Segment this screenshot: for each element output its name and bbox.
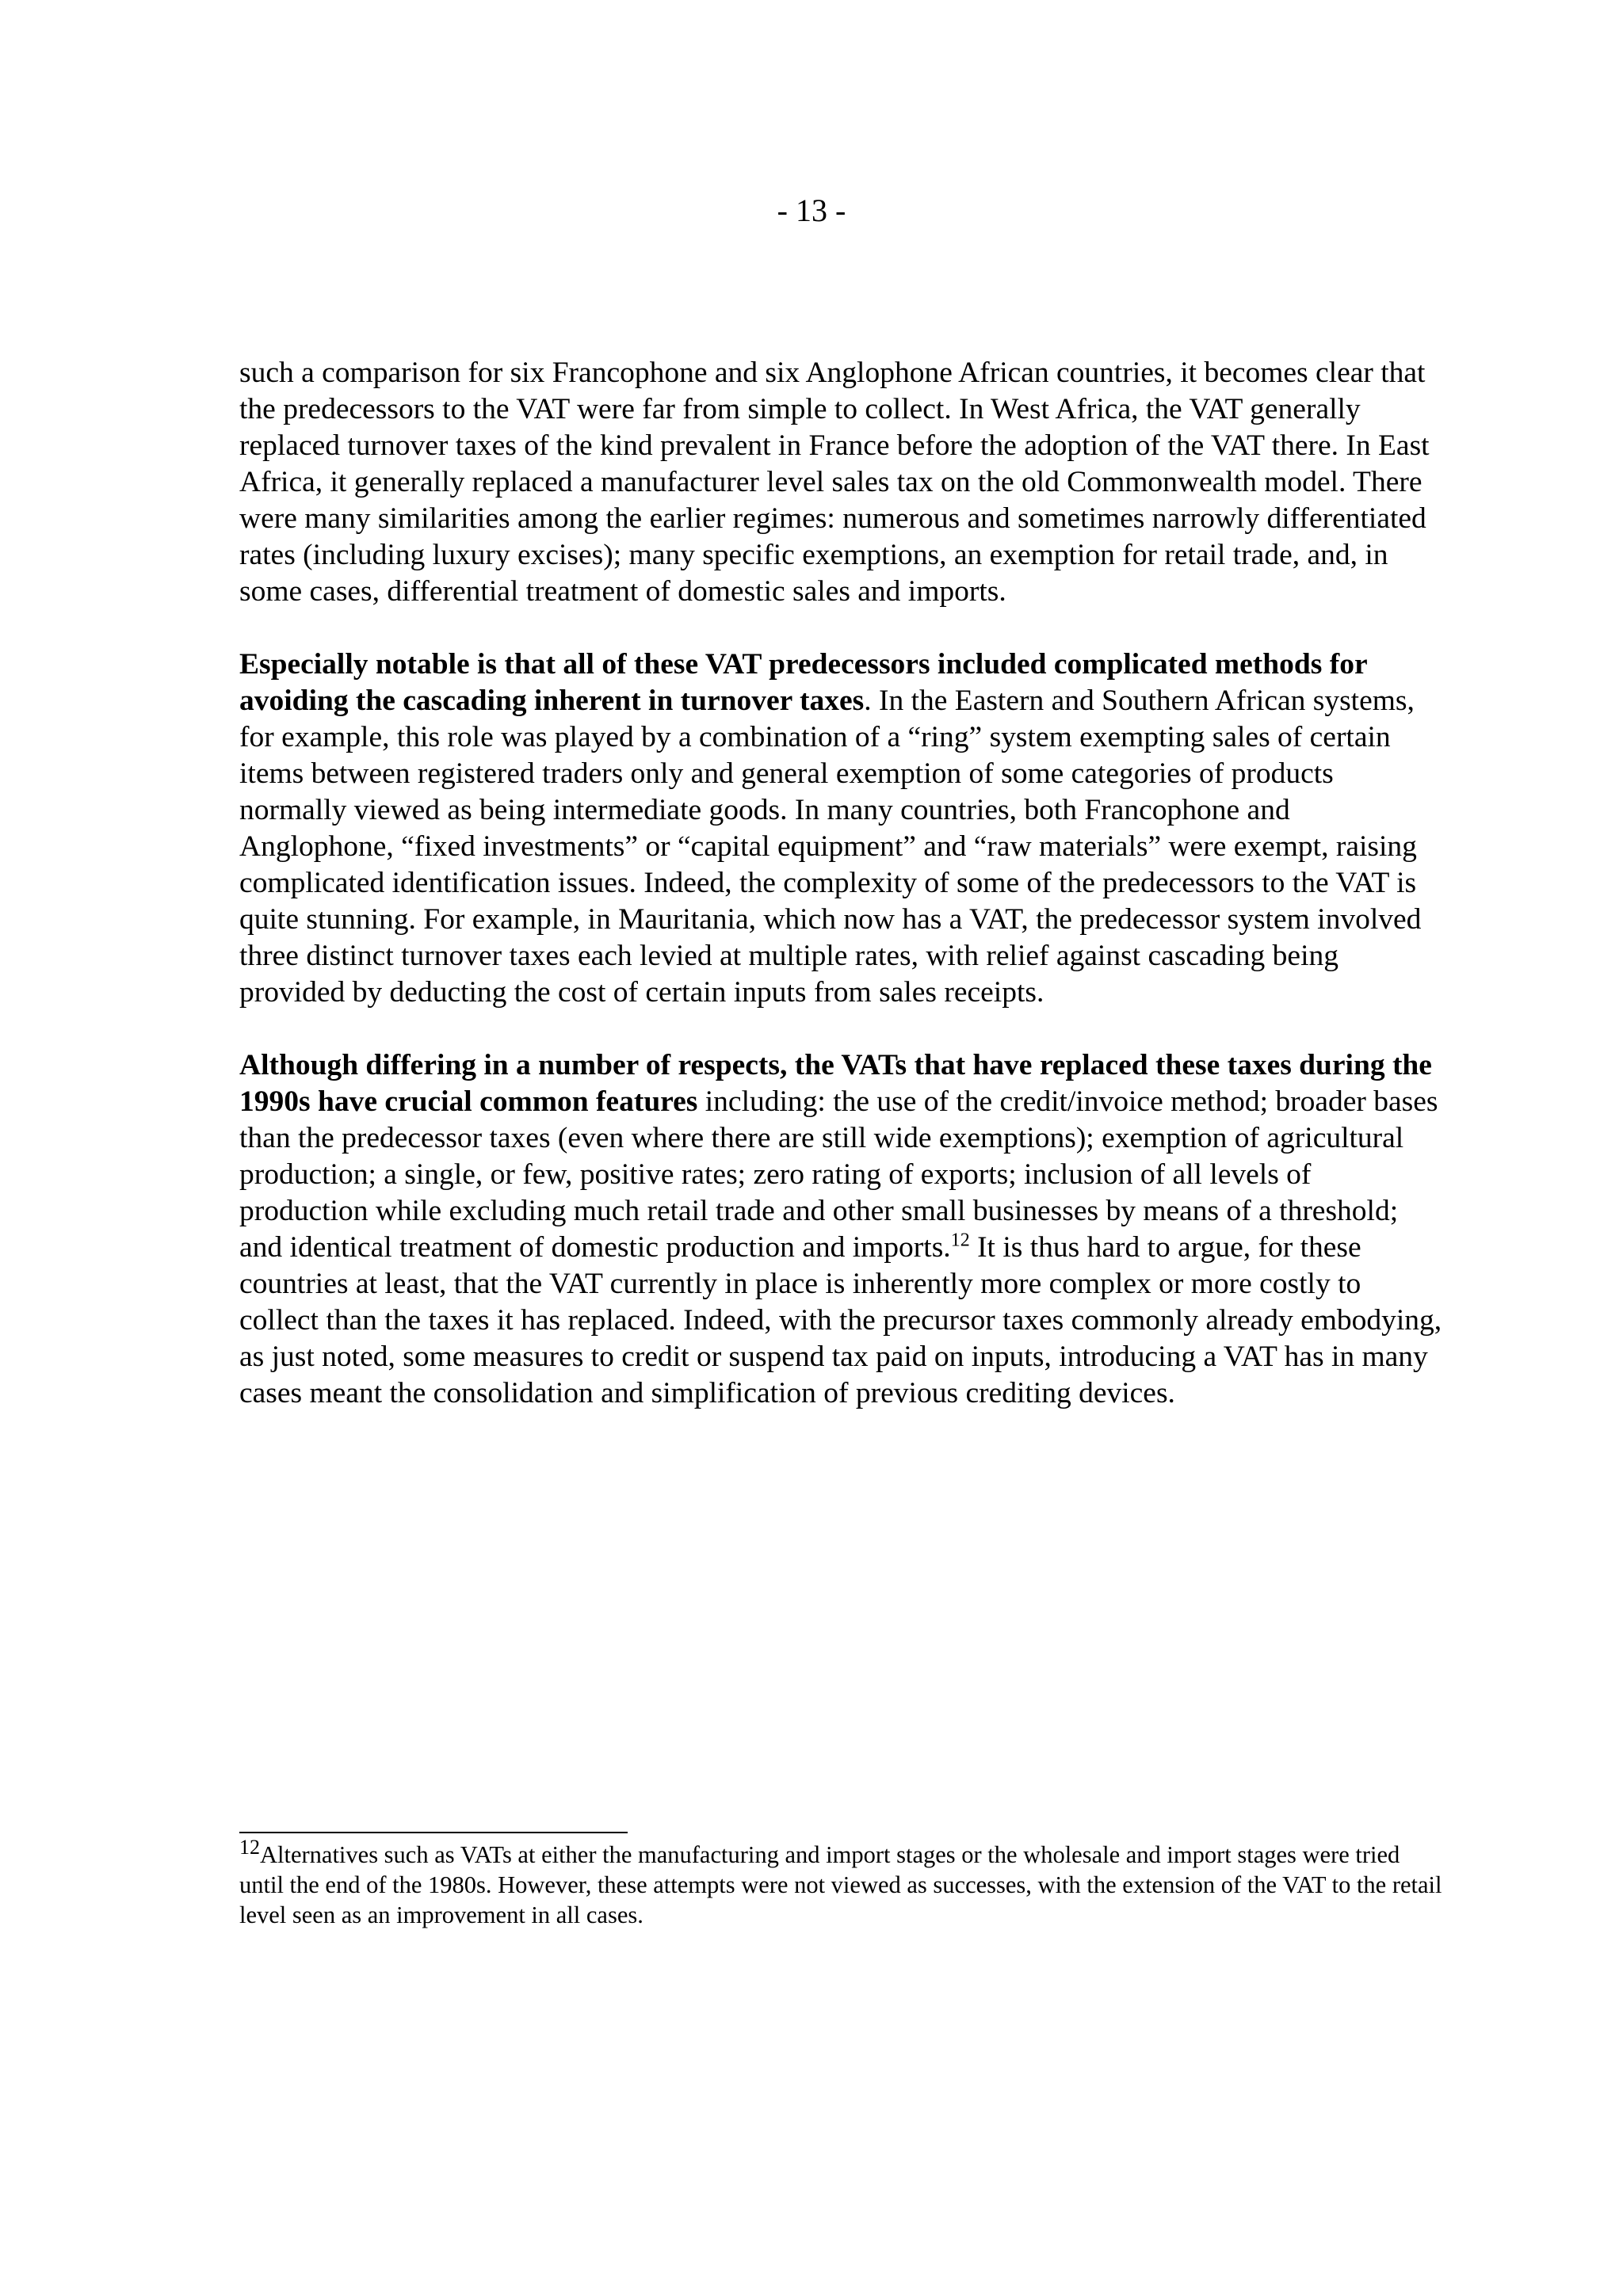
body-text bbox=[239, 355, 1444, 1448]
footnote-reference: 12 bbox=[950, 1230, 970, 1251]
paragraph-2-bold-lead: Especially notable is that all of these VAT predecessors included complicated methods for avoiding the cascading inherent in turnover taxes bbox=[239, 648, 1367, 717]
paragraph-2-text: . In the Eastern and Southern African systems, for example, this role was played by a combination of a “ring” system exempting sales of certain items between registered traders only and general exemption of some categories of products normally viewed as being intermediate goods. In many countries, both Francophone and Anglophone, “fixed investments” or “capital equipment” and “raw materials” were exempt, raising complicated identification issues. Indeed, the complexity of some of the predecessors to the VAT is quite stunning. For example, in Mauritania, which now has a VAT, the predecessor system involved three distinct turnover taxes each levied at multiple rates, with relief against cascading being provided by deducting the cost of certain inputs from sales receipts. bbox=[239, 685, 1422, 1009]
paragraph-3 bbox=[239, 1047, 1444, 1412]
paragraph-3-bold-lead: Although differing in a number of respects, the VATs that have replaced these taxes during the 1990s have crucial common features bbox=[239, 1049, 1432, 1118]
paragraph-3-text-after-note: It is thus hard to argue, for these countries at least, that the VAT currently in place is inherently more complex or more costly to collect than the taxes it has replaced. Indeed, with the precursor taxes commonly already embodying, as just noted, some measures to credit or suspend tax paid on inputs, introducing a VAT has in many cases meant the consolidation and simplification of previous crediting devices. bbox=[239, 1231, 1442, 1409]
footnote bbox=[239, 1835, 1444, 1930]
footnote-separator bbox=[239, 1832, 628, 1833]
paragraph-2 bbox=[239, 646, 1444, 1011]
paragraph-1 bbox=[239, 355, 1444, 610]
paragraph-1-text: such a comparison for six Francophone and six Anglophone African countries, it becomes clear that the predecessors to the VAT were far from simple to collect. In West Africa, the VAT generally replaced turnover taxes of the kind prevalent in France before the adoption of the VAT there. In East Africa, it generally replaced a manufacturer level sales tax on the old Commonwealth model. There were many similarities among the earlier regimes: numerous and sometimes narrowly differentiated rates (including luxury excises); many specific exemptions, an exemption for retail trade, and, in some cases, differential treatment of domestic sales and imports. bbox=[239, 357, 1430, 608]
footnote-text: Alternatives such as VATs at either the manufacturing and import stages or the wholesale and import stages were tried until the end of the 1980s. However, these attempts were not viewed as successes, with the extension of the VAT to the retail level seen as an improvement in all cases. bbox=[239, 1841, 1442, 1928]
footnote-mark: 12 bbox=[239, 1835, 260, 1859]
paragraph-3-text-before-note: including: the use of the credit/invoice method; broader bases than the predecessor taxes (even where there are still wide exemptions); exemption of agricultural production; a single, or few, positive rates; zero rating of exports; inclusion of all levels of production while excluding much retail trade and other small businesses by means of a threshold; and identical treatment of domestic production and imports. bbox=[239, 1085, 1438, 1264]
page-number: - 13 - bbox=[777, 193, 846, 228]
